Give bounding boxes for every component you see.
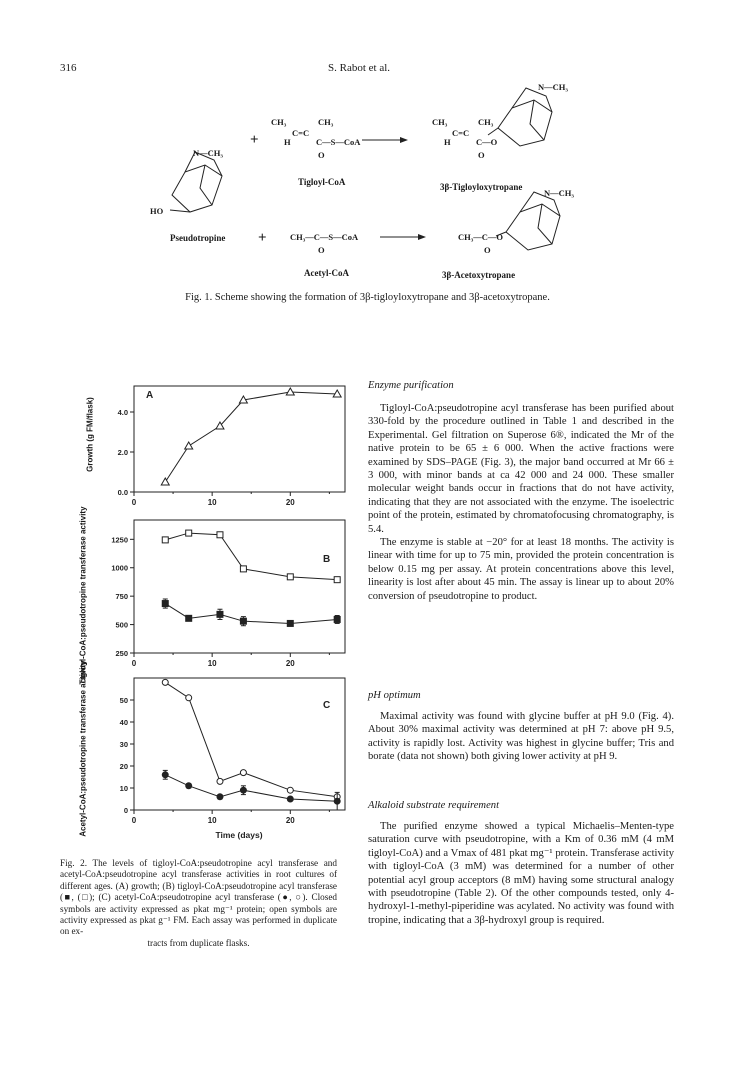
y-tick-label: 10 — [119, 784, 128, 793]
data-point-open-square — [240, 566, 246, 572]
data-point-filled-square — [334, 616, 340, 622]
x-tick-label: 0 — [131, 659, 137, 668]
y-tick-label: 250 — [115, 649, 128, 658]
data-point-filled-circle — [240, 787, 246, 793]
x-tick-label: 20 — [285, 816, 295, 825]
data-point-open-circle — [186, 695, 192, 701]
y-tick-label: 1000 — [111, 563, 128, 573]
panel-letter: C — [323, 700, 331, 711]
product1-ch3-right: CH₃ — [478, 117, 494, 127]
data-point-triangle — [161, 478, 169, 485]
label-tigloyloxytropane: 3β-Tigloyloxytropane — [440, 182, 523, 192]
label-tigloyl-coa: Tigloyl-CoA — [298, 177, 346, 187]
y-tick-label: 500 — [115, 620, 128, 630]
panel-frame — [134, 678, 345, 810]
x-tick-label: 0 — [131, 498, 137, 507]
y-tick-label: 50 — [119, 696, 128, 705]
product1-n-methyl: N—CH₃ — [538, 82, 568, 92]
y-tick-label: 30 — [119, 740, 128, 749]
data-point-open-circle — [162, 679, 168, 685]
data-point-triangle — [185, 442, 193, 449]
section-title-alkaloid: Alkaloid substrate requirement — [368, 800, 500, 811]
plus-sign-2: + — [258, 230, 267, 246]
product2-n-methyl: N—CH₃ — [544, 188, 574, 198]
figure2-chart — [0, 360, 350, 850]
page-number: 316 — [60, 62, 77, 74]
x-tick-label: 10 — [207, 659, 217, 668]
purification-text — [368, 402, 674, 603]
y-tick-label: 0 — [123, 806, 128, 815]
panel-b — [111, 520, 345, 668]
x-tick-label: 10 — [207, 816, 217, 825]
data-point-filled-square — [287, 620, 293, 626]
panel-c-y-label: Acetyl-CoA:pseudotropine transferase activity — [78, 660, 88, 837]
tigloyl-oxygen: O — [318, 150, 325, 160]
alkaloid-text — [368, 820, 674, 927]
pseudotropine-hydroxyl: HO — [150, 206, 164, 216]
data-point-open-square — [334, 577, 340, 583]
x-tick-label: 0 — [131, 816, 137, 825]
section-title-ph: pH optimum — [368, 690, 421, 701]
data-point-filled-circle — [217, 794, 223, 800]
purification-paragraph-2: The enzyme is stable at −20° for at least 18 months. The activity is linear with time for up to 75 min, provided the protein concentration is below 0.15 mg per assay. At protein concentrations above this level, linearity is lost after about 45 min. The assay is linear up to about 20% conversion of pseudotropine to product. — [368, 537, 674, 602]
data-point-open-square — [186, 530, 192, 536]
data-point-filled-circle — [162, 772, 168, 778]
x-tick-label: 20 — [285, 498, 295, 507]
panel-letter: A — [146, 390, 154, 401]
panel-c — [120, 678, 345, 825]
product2-oxygen: O — [484, 245, 491, 255]
plus-sign-1: + — [250, 132, 259, 148]
y-tick-label: 0.0 — [117, 488, 128, 497]
y-tick-label: 1250 — [111, 535, 128, 545]
panel-b-y-label: Tigloyl-CoA:pseudotropine transferase activity — [78, 506, 88, 685]
data-point-open-circle — [240, 770, 246, 776]
running-head: S. Rabot et al. — [328, 62, 391, 74]
purification-paragraph-1: Tigloyl-CoA:pseudotropine acyl transferase has been purified about 330-fold by the procedure outlined in Table 1 and described in the Experimental. Gel filtration on Superose 6®, indicated the Mr of the native protein to be 65 ± 6 000. When the active fractions were examined by SDS–PAGE (Fig. 3), the major band occurred at Mr 66 ± 3 000, with minor bands at ca 42 000 and 24 000. These smaller molecular weight bands occur in fractions that do not have activity, indicating that they are not associated with the enzyme. The isoelectric point of the protein, estimated by chromatofocusing chromatography, is 5.4. — [368, 403, 674, 535]
data-point-filled-circle — [334, 798, 340, 804]
data-point-filled-circle — [287, 796, 293, 802]
tigloyl-ch3-left: CH₃ — [271, 117, 287, 127]
product2-chain: CH₃—C—O — [458, 232, 504, 242]
ph-text — [368, 710, 674, 764]
data-point-filled-circle — [186, 783, 192, 789]
data-point-open-circle — [287, 787, 293, 793]
data-point-open-square — [287, 574, 293, 580]
panel-a — [118, 386, 345, 507]
y-tick-label: 20 — [119, 762, 128, 771]
figure2-caption-text: Fig. 2. The levels of tigloyl-CoA:pseudotropine acyl transferase and acetyl-CoA:pseudotropine acyl transferase activities in root cultures of different ages. (A) growth; (B) tigloyl-CoA:pseudotropine acyl transferase (■, (□); (C) acetyl-CoA:pseudotropine acyl transferase (●, ○). Closed symbols are activity expressed as pkat mg⁻¹ protein; open symbols are activity expressed as pkat g⁻¹ FM. Each assay was performed in duplicate on ex- — [60, 858, 337, 937]
label-acetoxytropane: 3β-Acetoxytropane — [442, 270, 516, 280]
y-tick-label: 750 — [115, 592, 128, 602]
y-tick-label: 40 — [119, 718, 128, 727]
data-point-triangle — [286, 388, 294, 395]
x-tick-label: 20 — [285, 659, 295, 668]
x-tick-label: 10 — [207, 498, 217, 507]
acetyl-oxygen: O — [318, 245, 325, 255]
label-acetyl-coa: Acetyl-CoA — [304, 268, 349, 278]
data-point-filled-square — [162, 601, 168, 607]
y-tick-label: 4.0 — [117, 408, 128, 417]
product1-h: H — [444, 137, 451, 147]
product1-ch3-left: CH₃ — [432, 117, 448, 127]
data-point-open-square — [162, 537, 168, 543]
figure2-caption-last-line: tracts from duplicate flasks. — [147, 937, 250, 948]
pseudotropine-n-methyl: N—CH₃ — [193, 148, 223, 158]
tigloyl-chain: C—S—CoA — [316, 137, 361, 147]
tigloyl-double-bond: C=C — [292, 128, 310, 138]
panel-a-y-label: Growth (g FM/flask) — [85, 397, 95, 472]
product1-oxygen: O — [478, 150, 485, 160]
tigloyl-h: H — [284, 137, 291, 147]
ph-paragraph-1: Maximal activity was found with glycine buffer at pH 9.0 (Fig. 4). About 30% maximal activity was determined at pH 7: above pH 9.5, activity is rapidly lost. Activity was highest in glycine buffer; Tris and borate (data not shown) both giving lower activity at pH 9. — [368, 711, 674, 763]
series-line — [165, 392, 337, 482]
acetyl-chain: CH₃—C—S—CoA — [290, 232, 359, 242]
data-point-filled-square — [217, 611, 223, 617]
section-title-purification: Enzyme purification — [368, 380, 454, 391]
data-point-filled-square — [186, 615, 192, 621]
data-point-open-square — [217, 532, 223, 538]
panel-letter: B — [323, 554, 331, 565]
product1-chain: C—O — [476, 137, 498, 147]
product1-double-bond: C=C — [452, 128, 470, 138]
x-axis-label: Time (days) — [215, 830, 263, 840]
label-pseudotropine: Pseudotropine — [170, 233, 226, 243]
y-tick-label: 2.0 — [117, 448, 128, 457]
data-point-open-circle — [217, 778, 223, 784]
figure1-caption: Fig. 1. Scheme showing the formation of 3β-tigloyloxytropane and 3β-acetoxytropane. — [185, 292, 550, 303]
tigloyl-ch3-right: CH₃ — [318, 117, 334, 127]
series-line — [165, 533, 337, 580]
data-point-filled-square — [240, 618, 246, 624]
figure2-caption — [60, 858, 337, 949]
alkaloid-paragraph-1: The purified enzyme showed a typical Michaelis–Menten-type saturation curve with pseudotropine, with a Km of 0.36 mM (4 mM tigloyl-CoA) and a Vmax of 481 pkat mg⁻¹ protein. Transferase activity with tigloyl-CoA (3 mM) was determined for a number of other potential acyl group acceptors (8 mM) having some structural analogy with pseudotropine (Table 2). Of the other compounds tested, only 4-hydroxyl-1-methyl-piperidine was acylated. No activity was found with tropine, indicating that a 3β-hydroxyl group is required. — [368, 821, 674, 926]
scheme-bonds — [0, 0, 731, 300]
